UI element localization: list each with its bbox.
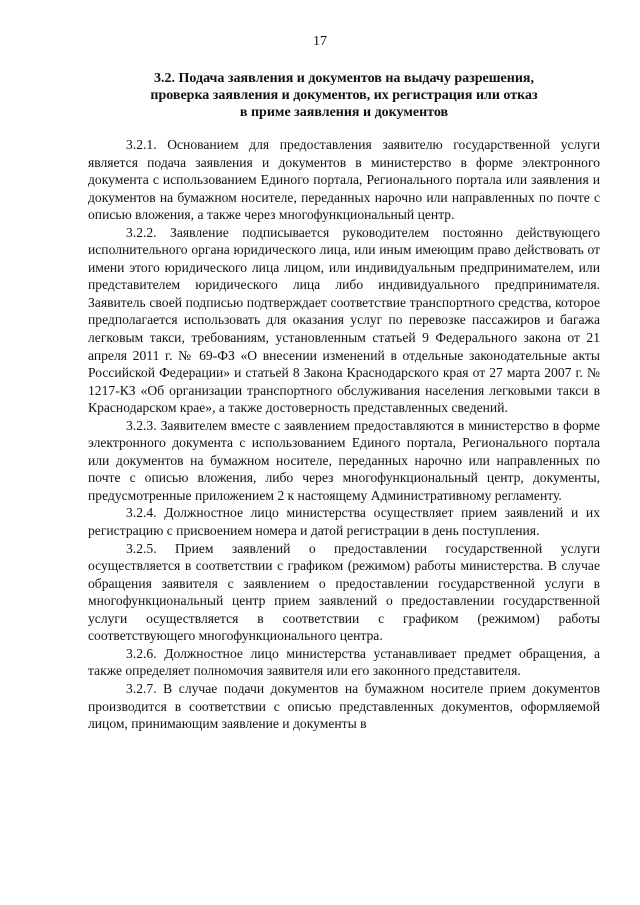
paragraph-3-2-4: 3.2.4. Должностное лицо министерства осуществляет прием заявлений и их регистрацию с присвоением номера и датой регистрации в день поступления.	[88, 505, 600, 539]
section-title-line-1: 3.2. Подача заявления и документов на выдачу разрешения,	[154, 71, 534, 86]
section-title-line-3: в приме заявления и документов	[239, 105, 449, 120]
paragraph-3-2-3: 3.2.3. Заявителем вместе с заявлением предоставляются в министерство в форме электронного документа с использованием Единого портала, Регионального портала или документов на бумажном носителе, переданных нарочно или направленных по почте с описью вложения, либо через многофункциональный центр, документы, предусмотренные приложением 2 к настоящему Административному регламенту.	[88, 417, 600, 503]
paragraph-3-2-2: 3.2.2. Заявление подписывается руководителем постоянно действующего исполнительного органа юридического лица, или иным имеющим право действовать от имени этого юридического лица лицом, или индивидуальным предпринимателем, или представителем юридического лица либо индивидуального предпринимателя. Заявитель своей подписью подтверждает соответствие транспортного средства, которое предполагается использовать для оказания услуг по перевозке пассажиров и багажа легковым такси, требованиям, установленным статьей 9 Федерального закона от 21 апреля 2011 г. № 69-ФЗ «О внесении изменений в отдельные законодательные акты Российской Федерации» и статьей 8 Закона Краснодарского края от 27 марта 2007 г. № 1217-КЗ «Об организации транспортного обслуживания населения легковыми такси в Краснодарском крае», а также достоверность представленных сведений.	[88, 224, 600, 416]
paragraph-3-2-1: 3.2.1. Основанием для предоставления заявителю государственной услуги является подача заявления и документов в министерство в форме электронного документа с использованием Единого портала, Регионального портала или заявления и документов на бумажном носителе, переданных нарочно или направленных по почте с описью вложения, а также через многофункциональный центр.	[88, 137, 600, 223]
paragraph-3-2-5: 3.2.5. Прием заявлений о предоставлении государственной услуги осуществляется в соответствии с графиком (режимом) работы министерства. В случае обращения заявителя с заявлением о предоставлении государственной услуги в многофункциональный центр прием заявлений о предоставлении государственной услуги осуществляется в соответствии с графиком (режимом) работы соответствующего многофункционального центра.	[88, 540, 600, 644]
page-number: 17	[313, 34, 327, 49]
section-title-line-2: проверка заявления и документов, их регистрация или отказ	[150, 88, 538, 103]
paragraph-3-2-6: 3.2.6. Должностное лицо министерства устанавливает предмет обращения, а также определяет полномочия заявителя или его законного представителя.	[88, 645, 600, 679]
document-body	[88, 136, 600, 733]
section-title	[88, 70, 600, 121]
paragraph-3-2-7: 3.2.7. В случае подачи документов на бумажном носителе прием документов производится в соответствии с описью представленных документов, оформляемой лицом, принимающим заявление и документы в	[88, 680, 600, 732]
